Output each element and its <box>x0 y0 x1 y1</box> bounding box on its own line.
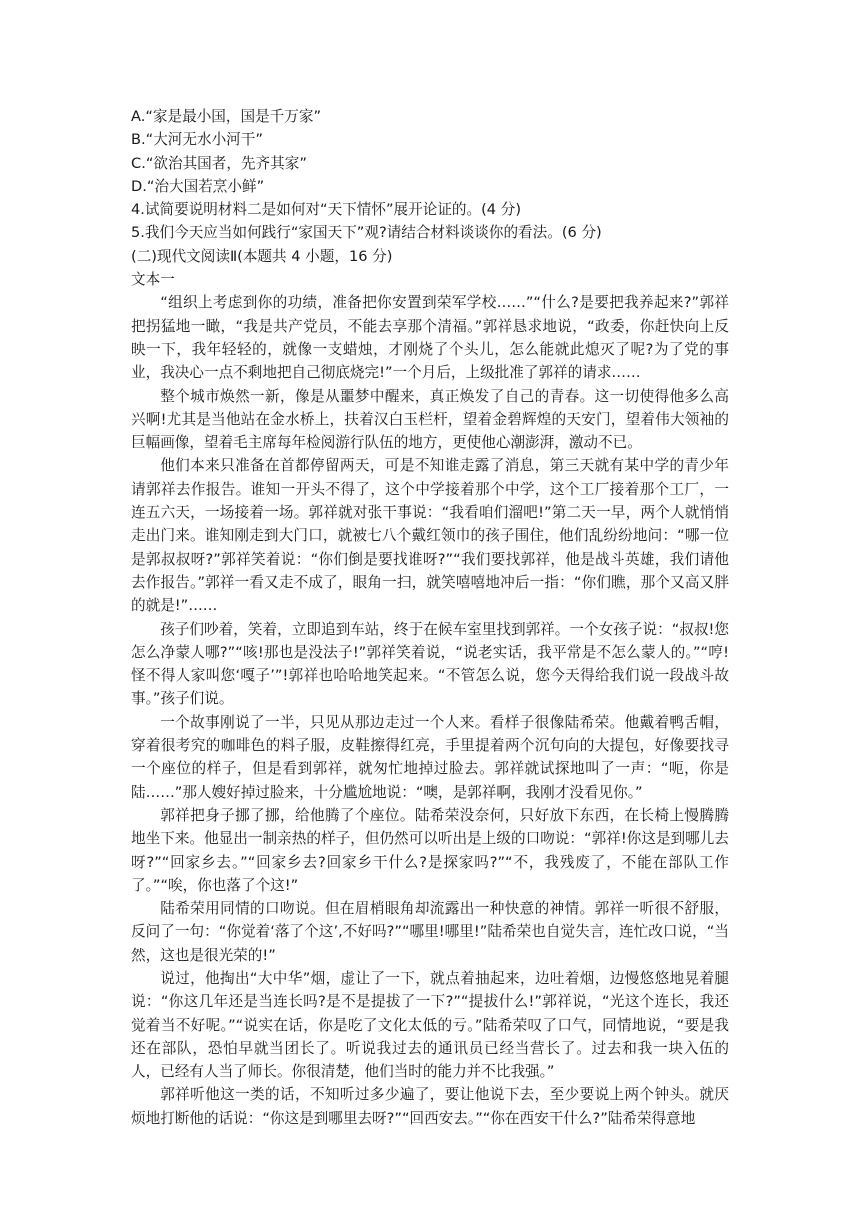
paragraph-8: 说过，他掏出“大中华”烟，虚让了一下，就点着抽起来，边吐着烟，边慢悠悠地晃着腿说：“你这几年还是当连长吗?是不是提拔了一下?”“提拔什么!”郭祥说，“光这个连长，我还觉着当不好呢。”“说实在话，你是吃了文化太低的亏。”陆希荣叹了口气，同情地说，“要是我还在部队，恐怕早就当团长了。听说我过去的通讯员已经当营长了。过去和我一块入伍的人，已经有人当了师长。你很清楚，他们当时的能力并不比我强。” <box>131 969 729 1081</box>
paragraph-6: 郭祥把身子挪了挪，给他腾了个座位。陆希荣没奈何，只好放下东西，在长椅上慢腾腾地坐下来。他显出一制亲热的样子，但仍然可以听出是上级的口吻说：“郭祥!你这是到哪儿去呀?”“回家乡去。”“回家乡去?回家乡干什么?是探家吗?”“不，我残废了，不能在部队工作了。”“唉，你也落了个这!” <box>131 806 729 894</box>
question-4: 4.试简要说明材料二是如何对“天下情怀”展开论证的。(4 分) <box>131 201 522 219</box>
document-page <box>131 105 729 1130</box>
text-label: 文本一 <box>131 271 175 289</box>
option-b: B.“大河无水小河干” <box>131 131 263 149</box>
paragraph-4: 孩子们吵着，笑着，立即追到车站，终于在候车室里找到郭祥。一个女孩子说：“叔叔!您怎么净蒙人哪?”“咳!那也是没法子!”郭祥笑着说，“说老实话，我平常是不怎么蒙人的。”“哼!怪不得人家叫您‘嘎子’”!郭祥也哈哈地笑起来。“不管怎么说，您今天得给我们说一段战斗故事。”孩子们说。 <box>131 620 729 708</box>
option-d: D.“治大国若烹小鲜” <box>131 177 265 195</box>
paragraph-2: 整个城市焕然一新，像是从噩梦中醒来，真正焕发了自己的青春。这一切使得他多么高兴啊!尤其是当他站在金水桥上，扶着汉白玉栏杆，望着金碧辉煌的天安门，望着伟大领袖的巨幅画像，望着毛主席每年检阅游行队伍的地方，更使他心潮澎湃，激动不已。 <box>131 387 729 452</box>
option-a: A.“家是最小国，国是千万家” <box>131 108 322 125</box>
section-title: (二)现代文阅读Ⅱ(本题共 4 小题，16 分) <box>131 247 393 265</box>
paragraph-7: 陆希荣用同情的口吻说。但在眉梢眼角却流露出一种快意的神情。郭祥一听很不舒服，反问了一句：“你觉着‘落了个这’,不好吗?”“哪里!哪里!”陆希荣也自觉失言，连忙改口说，“当然，这也是很光荣的!” <box>131 900 729 964</box>
paragraph-5: 一个故事刚说了一半，只见从那边走过一个人来。看样子很像陆希荣。他戴着鸭舌帽，穿着很考究的咖啡色的料子服，皮鞋擦得红亮，手里提着两个沉句向的大提包，好像要找寻一个座位的样子，但是看到郭祥，就匆忙地掉过脸去。郭祥就试探地叫了一声：“呃，你是陆……”那人嫂好掉过脸来，十分尴尬地说：“噢，是郭祥啊，我刚才没看见你。” <box>131 713 729 801</box>
question-5: 5.我们今天应当如何践行“家国天下”观?请结合材料谈谈你的看法。(6 分) <box>131 224 602 242</box>
paragraph-9: 郭祥听他这一类的话，不知听过多少遍了，要让他说下去，至少要说上两个钟头。就厌烦地打断他的话说：“你这是到哪里去呀?”“回西安去。”“你在西安干什么?”陆希荣得意地 <box>131 1086 729 1127</box>
paragraph-3: 他们本来只准备在首都停留两天，可是不知谁走露了消息，第三天就有某中学的青少年请郭祥去作报告。谁知一开头不得了，这个中学接着那个中学，这个工厂接着那个工厂，一连五六天，一场接着一场。郭祥就对张干事说：“我看咱们溜吧!”第二天一早，两个人就悄悄走出门来。谁知刚走到大门口，就被七八个戴红领巾的孩子围住，他们乱纷纷地问：“哪一位是郭叔叔呀?”郭祥笑着说：“你们倒是要找谁呀?”“我们要找郭祥，他是战斗英雄，我们请他去作报告。”郭祥一看又走不成了，眼角一扫，就笑嘻嘻地冲后一指：“你们瞧，那个又高又胖的就是!”…… <box>131 457 729 615</box>
option-c: C.“欲治其国者，先齐其家” <box>131 154 307 172</box>
paragraph-1: “组织上考虑到你的功绩，准备把你安置到荣军学校……”“什么?是要把我养起来?”郭祥把拐猛地一瞰，“我是共产党员，不能去享那个清福。”郭祥恳求地说，“政委，你赶快向上反映一下，我年轻轻的，就像一支蜡烛，才刚烧了个头儿，怎么能就此熄灭了呢?为了党的事业，我决心一点不剩地把自己彻底烧完!”一个月后，上级批准了郭祥的请求…… <box>131 294 729 382</box>
